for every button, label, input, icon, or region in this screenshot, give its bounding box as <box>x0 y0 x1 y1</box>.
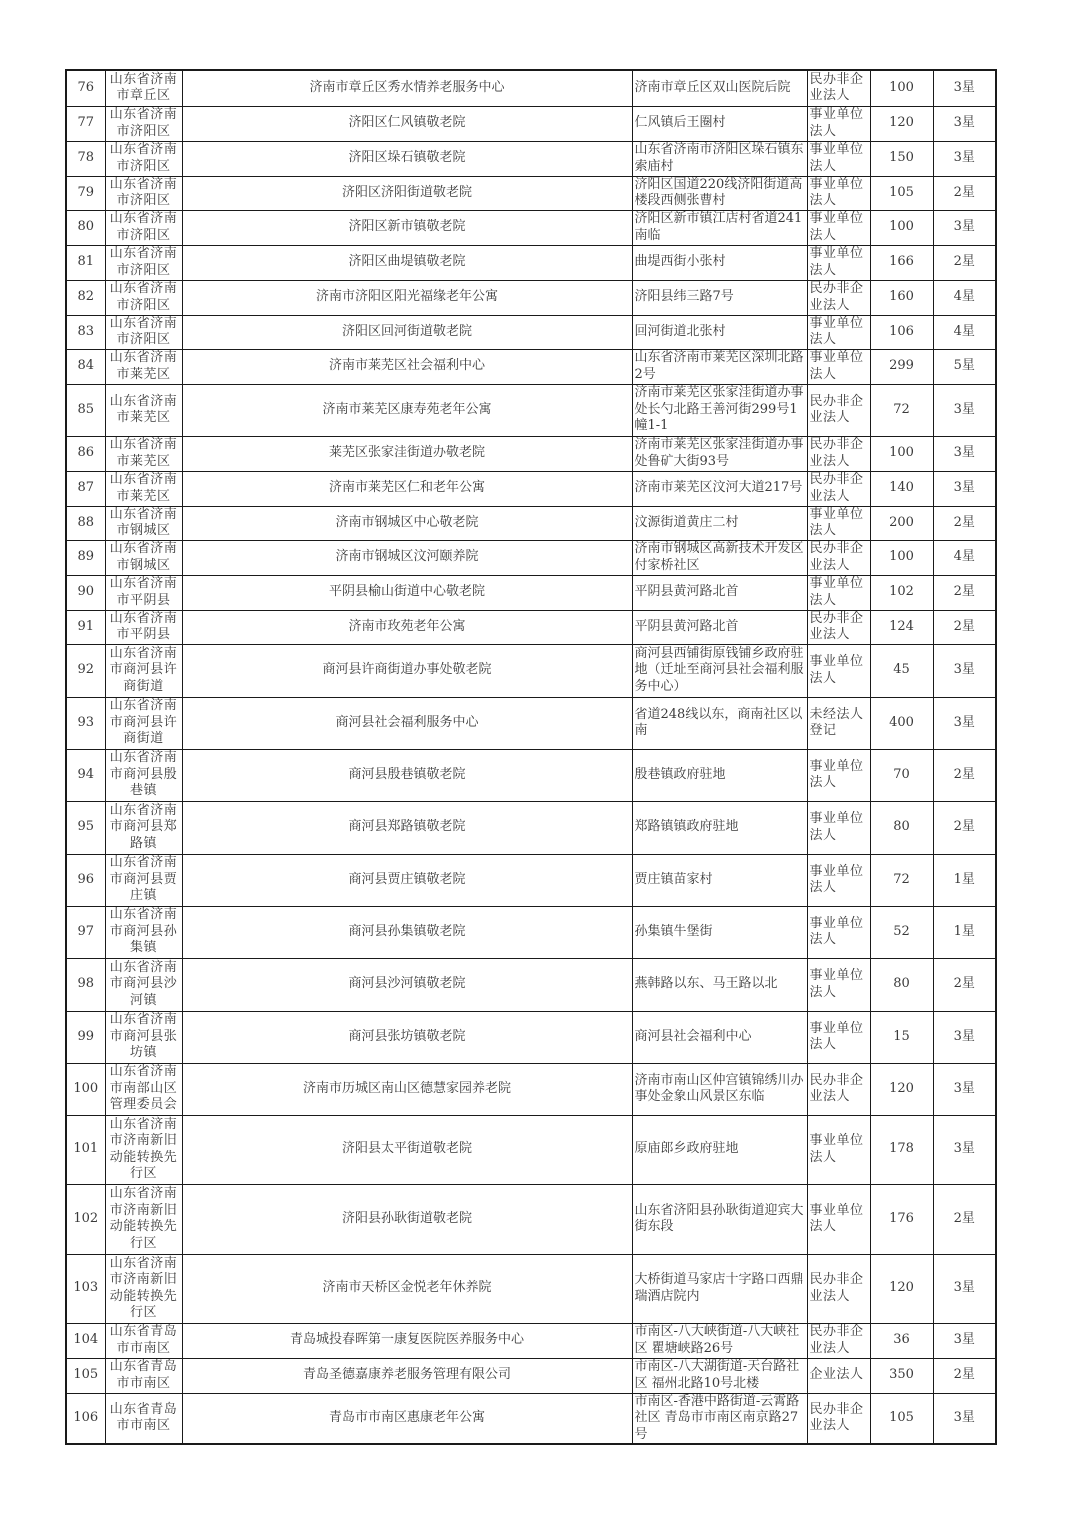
row-institution-name: 商河县贾庄镇敬老院 <box>182 854 632 906</box>
row-bed-count: 150 <box>870 141 933 176</box>
row-address: 郑路镇镇政府驻地 <box>632 801 807 854</box>
row-region: 山东省济南市平阴县 <box>105 610 182 644</box>
row-region: 山东省济南市济阳区 <box>105 141 182 176</box>
row-legal-type: 民办非企业法人 <box>807 1254 870 1323</box>
row-address: 济阳区国道220线济阳街道高楼段西侧张曹村 <box>632 176 807 210</box>
row-region: 山东省济南市钢城区 <box>105 540 182 575</box>
table-row <box>66 349 996 384</box>
row-legal-type: 事业单位法人 <box>807 958 870 1011</box>
row-number: 89 <box>66 540 105 575</box>
row-institution-name: 济阳区新市镇敬老院 <box>182 210 632 245</box>
row-bed-count: 124 <box>870 610 933 644</box>
row-number: 83 <box>66 315 105 349</box>
table-row <box>66 1184 996 1254</box>
row-star-rating: 3星 <box>933 1063 996 1115</box>
row-number: 96 <box>66 854 105 906</box>
row-legal-type: 民办非企业法人 <box>807 1393 870 1444</box>
row-number: 82 <box>66 280 105 315</box>
row-legal-type: 民办非企业法人 <box>807 280 870 315</box>
table-body <box>66 70 996 1444</box>
table-row <box>66 436 996 471</box>
row-legal-type: 事业单位法人 <box>807 1115 870 1184</box>
row-bed-count: 15 <box>870 1011 933 1063</box>
row-legal-type: 事业单位法人 <box>807 644 870 697</box>
row-legal-type: 民办非企业法人 <box>807 1323 870 1358</box>
row-address: 平阴县黄河路北首 <box>632 575 807 610</box>
row-bed-count: 45 <box>870 644 933 697</box>
row-star-rating: 3星 <box>933 1115 996 1184</box>
row-number: 104 <box>66 1323 105 1358</box>
row-star-rating: 4星 <box>933 280 996 315</box>
row-legal-type: 事业单位法人 <box>807 801 870 854</box>
row-bed-count: 400 <box>870 697 933 749</box>
row-address: 山东省济阳县孙耿街道迎宾大街东段 <box>632 1184 807 1254</box>
row-institution-name: 济南市天桥区金悦老年休养院 <box>182 1254 632 1323</box>
row-institution-name: 济南市钢城区汶河颐养院 <box>182 540 632 575</box>
row-region: 山东省济南市莱芜区 <box>105 471 182 506</box>
row-region: 山东省济南市莱芜区 <box>105 349 182 384</box>
row-number: 100 <box>66 1063 105 1115</box>
row-legal-type: 民办非企业法人 <box>807 610 870 644</box>
row-bed-count: 105 <box>870 176 933 210</box>
row-number: 91 <box>66 610 105 644</box>
row-institution-name: 济阳区回河街道敬老院 <box>182 315 632 349</box>
row-star-rating: 3星 <box>933 644 996 697</box>
row-star-rating: 2星 <box>933 176 996 210</box>
row-number: 79 <box>66 176 105 210</box>
row-region: 山东省济南市商河县许商街道 <box>105 644 182 697</box>
row-star-rating: 2星 <box>933 575 996 610</box>
row-number: 103 <box>66 1254 105 1323</box>
row-number: 95 <box>66 801 105 854</box>
table-row <box>66 1063 996 1115</box>
row-star-rating: 3星 <box>933 697 996 749</box>
row-star-rating: 2星 <box>933 801 996 854</box>
row-address: 济阳区新市镇江店村省道241南临 <box>632 210 807 245</box>
row-address: 平阴县黄河路北首 <box>632 610 807 644</box>
table-row <box>66 210 996 245</box>
row-number: 81 <box>66 245 105 280</box>
row-bed-count: 72 <box>870 384 933 436</box>
row-bed-count: 160 <box>870 280 933 315</box>
row-address: 山东省济南市莱芜区深圳北路2号 <box>632 349 807 384</box>
row-bed-count: 36 <box>870 1323 933 1358</box>
row-address: 大桥街道马家店十字路口西鼎瑞酒店院内 <box>632 1254 807 1323</box>
row-institution-name: 平阴县榆山街道中心敬老院 <box>182 575 632 610</box>
row-number: 106 <box>66 1393 105 1444</box>
table-row <box>66 1011 996 1063</box>
row-bed-count: 140 <box>870 471 933 506</box>
row-star-rating: 3星 <box>933 1323 996 1358</box>
row-region: 山东省济南市济南新旧动能转换先行区 <box>105 1184 182 1254</box>
row-legal-type: 事业单位法人 <box>807 1184 870 1254</box>
table-row <box>66 141 996 176</box>
row-region: 山东省济南市章丘区 <box>105 70 182 106</box>
row-address: 济南市莱芜区汶河大道217号 <box>632 471 807 506</box>
row-star-rating: 3星 <box>933 436 996 471</box>
row-number: 86 <box>66 436 105 471</box>
row-number: 80 <box>66 210 105 245</box>
row-star-rating: 5星 <box>933 349 996 384</box>
row-institution-name: 济阳区济阳街道敬老院 <box>182 176 632 210</box>
row-address: 省道248线以东，商南社区以南 <box>632 697 807 749</box>
row-bed-count: 120 <box>870 1063 933 1115</box>
row-institution-name: 济南市历城区南山区德慧家园养老院 <box>182 1063 632 1115</box>
row-number: 85 <box>66 384 105 436</box>
row-star-rating: 3星 <box>933 1011 996 1063</box>
row-legal-type: 事业单位法人 <box>807 749 870 801</box>
row-institution-name: 商河县社会福利服务中心 <box>182 697 632 749</box>
row-star-rating: 2星 <box>933 1184 996 1254</box>
row-region: 山东省济南市商河县张坊镇 <box>105 1011 182 1063</box>
row-number: 92 <box>66 644 105 697</box>
row-address: 原庙郎乡政府驻地 <box>632 1115 807 1184</box>
row-bed-count: 176 <box>870 1184 933 1254</box>
row-star-rating: 2星 <box>933 506 996 540</box>
row-address: 汶源街道黄庄二村 <box>632 506 807 540</box>
row-region: 山东省济南市商河县郑路镇 <box>105 801 182 854</box>
row-address: 市南区-八大湖街道-天台路社区 福州北路10号北楼 <box>632 1358 807 1393</box>
row-legal-type: 事业单位法人 <box>807 349 870 384</box>
row-institution-name: 青岛城投春晖第一康复医院医养服务中心 <box>182 1323 632 1358</box>
row-bed-count: 106 <box>870 315 933 349</box>
row-legal-type: 民办非企业法人 <box>807 436 870 471</box>
row-address: 回河街道北张村 <box>632 315 807 349</box>
row-address: 济南市钢城区高新技术开发区付家桥社区 <box>632 540 807 575</box>
row-region: 山东省济南市商河县沙河镇 <box>105 958 182 1011</box>
table-row <box>66 70 996 106</box>
row-legal-type: 未经法人登记 <box>807 697 870 749</box>
row-address: 山东省济南市济阳区垛石镇东索庙村 <box>632 141 807 176</box>
row-bed-count: 299 <box>870 349 933 384</box>
row-address: 仁风镇后王圈村 <box>632 106 807 141</box>
table-row <box>66 540 996 575</box>
row-region: 山东省青岛市市南区 <box>105 1358 182 1393</box>
row-institution-name: 济阳区垛石镇敬老院 <box>182 141 632 176</box>
row-region: 山东省济南市商河县许商街道 <box>105 697 182 749</box>
row-institution-name: 青岛市市南区惠康老年公寓 <box>182 1393 632 1444</box>
row-region: 山东省青岛市市南区 <box>105 1323 182 1358</box>
table-row <box>66 471 996 506</box>
row-institution-name: 济阳县太平街道敬老院 <box>182 1115 632 1184</box>
row-star-rating: 2星 <box>933 245 996 280</box>
row-number: 78 <box>66 141 105 176</box>
row-address: 济南市章丘区双山医院后院 <box>632 70 807 106</box>
row-institution-name: 济阳区曲堤镇敬老院 <box>182 245 632 280</box>
row-legal-type: 民办非企业法人 <box>807 1063 870 1115</box>
row-number: 105 <box>66 1358 105 1393</box>
row-region: 山东省济南市济南新旧动能转换先行区 <box>105 1115 182 1184</box>
row-bed-count: 350 <box>870 1358 933 1393</box>
row-bed-count: 100 <box>870 70 933 106</box>
row-star-rating: 2星 <box>933 610 996 644</box>
row-legal-type: 事业单位法人 <box>807 1011 870 1063</box>
table-row <box>66 1254 996 1323</box>
row-star-rating: 2星 <box>933 958 996 1011</box>
table-row <box>66 854 996 906</box>
row-star-rating: 3星 <box>933 210 996 245</box>
row-address: 济南市南山区仲宫镇锦绣川办事处金象山风景区东临 <box>632 1063 807 1115</box>
row-region: 山东省济南市莱芜区 <box>105 436 182 471</box>
row-star-rating: 3星 <box>933 141 996 176</box>
row-legal-type: 事业单位法人 <box>807 245 870 280</box>
row-institution-name: 济南市章丘区秀水情养老服务中心 <box>182 70 632 106</box>
row-institution-name: 商河县沙河镇敬老院 <box>182 958 632 1011</box>
row-institution-name: 济南市莱芜区仁和老年公寓 <box>182 471 632 506</box>
row-institution-name: 济南市莱芜区社会福利中心 <box>182 349 632 384</box>
table-row <box>66 506 996 540</box>
row-number: 99 <box>66 1011 105 1063</box>
row-region: 山东省济南市莱芜区 <box>105 384 182 436</box>
row-institution-name: 商河县孙集镇敬老院 <box>182 906 632 958</box>
row-address: 市南区-香港中路街道-云霄路社区 青岛市市南区南京路27号 <box>632 1393 807 1444</box>
row-number: 97 <box>66 906 105 958</box>
table-row <box>66 801 996 854</box>
row-star-rating: 2星 <box>933 1358 996 1393</box>
row-address: 济南市莱芜区张家洼街道办事处鲁矿大街93号 <box>632 436 807 471</box>
row-bed-count: 80 <box>870 801 933 854</box>
row-legal-type: 事业单位法人 <box>807 575 870 610</box>
row-star-rating: 3星 <box>933 1254 996 1323</box>
row-bed-count: 178 <box>870 1115 933 1184</box>
row-number: 88 <box>66 506 105 540</box>
row-bed-count: 100 <box>870 210 933 245</box>
row-bed-count: 100 <box>870 436 933 471</box>
row-star-rating: 3星 <box>933 106 996 141</box>
row-institution-name: 商河县郑路镇敬老院 <box>182 801 632 854</box>
row-star-rating: 1星 <box>933 906 996 958</box>
row-institution-name: 济南市玫苑老年公寓 <box>182 610 632 644</box>
row-institution-name: 济南市钢城区中心敬老院 <box>182 506 632 540</box>
row-institution-name: 青岛圣德嘉康养老服务管理有限公司 <box>182 1358 632 1393</box>
row-number: 93 <box>66 697 105 749</box>
table-row <box>66 315 996 349</box>
row-region: 山东省济南市济阳区 <box>105 315 182 349</box>
row-region: 山东省济南市济阳区 <box>105 280 182 315</box>
row-number: 76 <box>66 70 105 106</box>
row-region: 山东省济南市济阳区 <box>105 106 182 141</box>
row-number: 87 <box>66 471 105 506</box>
row-bed-count: 102 <box>870 575 933 610</box>
row-number: 101 <box>66 1115 105 1184</box>
row-bed-count: 70 <box>870 749 933 801</box>
row-number: 90 <box>66 575 105 610</box>
row-institution-name: 济南市济阳区阳光福缘老年公寓 <box>182 280 632 315</box>
row-star-rating: 1星 <box>933 854 996 906</box>
table-row <box>66 610 996 644</box>
row-bed-count: 200 <box>870 506 933 540</box>
row-star-rating: 4星 <box>933 315 996 349</box>
row-institution-name: 莱芜区张家洼街道办敬老院 <box>182 436 632 471</box>
row-legal-type: 民办非企业法人 <box>807 70 870 106</box>
row-bed-count: 166 <box>870 245 933 280</box>
row-region: 山东省济南市商河县殷巷镇 <box>105 749 182 801</box>
row-institution-name: 济阳县孙耿街道敬老院 <box>182 1184 632 1254</box>
row-bed-count: 52 <box>870 906 933 958</box>
table-row <box>66 1323 996 1358</box>
row-institution-name: 商河县许商街道办事处敬老院 <box>182 644 632 697</box>
row-address: 商河县西铺街原钱铺乡政府驻地（迁址至商河县社会福利服务中心） <box>632 644 807 697</box>
row-address: 济南市莱芜区张家洼街道办事处长勺北路王善河街299号1幢1-1 <box>632 384 807 436</box>
row-address: 商河县社会福利中心 <box>632 1011 807 1063</box>
table-row <box>66 697 996 749</box>
row-number: 98 <box>66 958 105 1011</box>
table-row <box>66 1358 996 1393</box>
table-row <box>66 575 996 610</box>
row-region: 山东省济南市钢城区 <box>105 506 182 540</box>
table-row <box>66 644 996 697</box>
row-region: 山东省青岛市市南区 <box>105 1393 182 1444</box>
row-region: 山东省济南市商河县孙集镇 <box>105 906 182 958</box>
table-row <box>66 1393 996 1444</box>
row-bed-count: 105 <box>870 1393 933 1444</box>
row-address: 贾庄镇苗家村 <box>632 854 807 906</box>
row-bed-count: 72 <box>870 854 933 906</box>
table-row <box>66 245 996 280</box>
row-address: 济阳县纬三路7号 <box>632 280 807 315</box>
row-star-rating: 3星 <box>933 1393 996 1444</box>
row-address: 燕韩路以东、马王路以北 <box>632 958 807 1011</box>
row-number: 94 <box>66 749 105 801</box>
row-legal-type: 企业法人 <box>807 1358 870 1393</box>
table-row <box>66 280 996 315</box>
row-region: 山东省济南市济阳区 <box>105 245 182 280</box>
row-bed-count: 80 <box>870 958 933 1011</box>
row-legal-type: 民办非企业法人 <box>807 384 870 436</box>
row-region: 山东省济南市济阳区 <box>105 176 182 210</box>
row-address: 孙集镇牛堡街 <box>632 906 807 958</box>
row-legal-type: 民办非企业法人 <box>807 471 870 506</box>
row-legal-type: 事业单位法人 <box>807 854 870 906</box>
row-region: 山东省济南市平阴县 <box>105 575 182 610</box>
table-row <box>66 958 996 1011</box>
row-number: 84 <box>66 349 105 384</box>
row-region: 山东省济南市商河县贾庄镇 <box>105 854 182 906</box>
row-institution-name: 商河县张坊镇敬老院 <box>182 1011 632 1063</box>
row-star-rating: 2星 <box>933 749 996 801</box>
row-address: 曲堤西街小张村 <box>632 245 807 280</box>
row-star-rating: 3星 <box>933 70 996 106</box>
elderly-care-institutions-table <box>65 69 997 1445</box>
row-institution-name: 济南市莱芜区康寿苑老年公寓 <box>182 384 632 436</box>
row-number: 102 <box>66 1184 105 1254</box>
row-star-rating: 3星 <box>933 471 996 506</box>
row-legal-type: 事业单位法人 <box>807 210 870 245</box>
table-row <box>66 1115 996 1184</box>
row-star-rating: 4星 <box>933 540 996 575</box>
row-bed-count: 100 <box>870 540 933 575</box>
row-address: 殷巷镇政府驻地 <box>632 749 807 801</box>
table-row <box>66 749 996 801</box>
table-row <box>66 106 996 141</box>
row-bed-count: 120 <box>870 106 933 141</box>
row-institution-name: 济阳区仁风镇敬老院 <box>182 106 632 141</box>
row-star-rating: 3星 <box>933 384 996 436</box>
row-bed-count: 120 <box>870 1254 933 1323</box>
row-region: 山东省济南市济阳区 <box>105 210 182 245</box>
row-legal-type: 事业单位法人 <box>807 906 870 958</box>
row-region: 山东省济南市济南新旧动能转换先行区 <box>105 1254 182 1323</box>
table-row <box>66 384 996 436</box>
row-legal-type: 事业单位法人 <box>807 315 870 349</box>
row-legal-type: 事业单位法人 <box>807 176 870 210</box>
row-number: 77 <box>66 106 105 141</box>
table-row <box>66 906 996 958</box>
row-legal-type: 事业单位法人 <box>807 106 870 141</box>
row-legal-type: 事业单位法人 <box>807 506 870 540</box>
row-legal-type: 民办非企业法人 <box>807 540 870 575</box>
row-region: 山东省济南市南部山区管理委员会 <box>105 1063 182 1115</box>
row-legal-type: 事业单位法人 <box>807 141 870 176</box>
row-address: 市南区-八大峡街道-八大峡社区 瞿塘峡路26号 <box>632 1323 807 1358</box>
table-row <box>66 176 996 210</box>
row-institution-name: 商河县殷巷镇敬老院 <box>182 749 632 801</box>
